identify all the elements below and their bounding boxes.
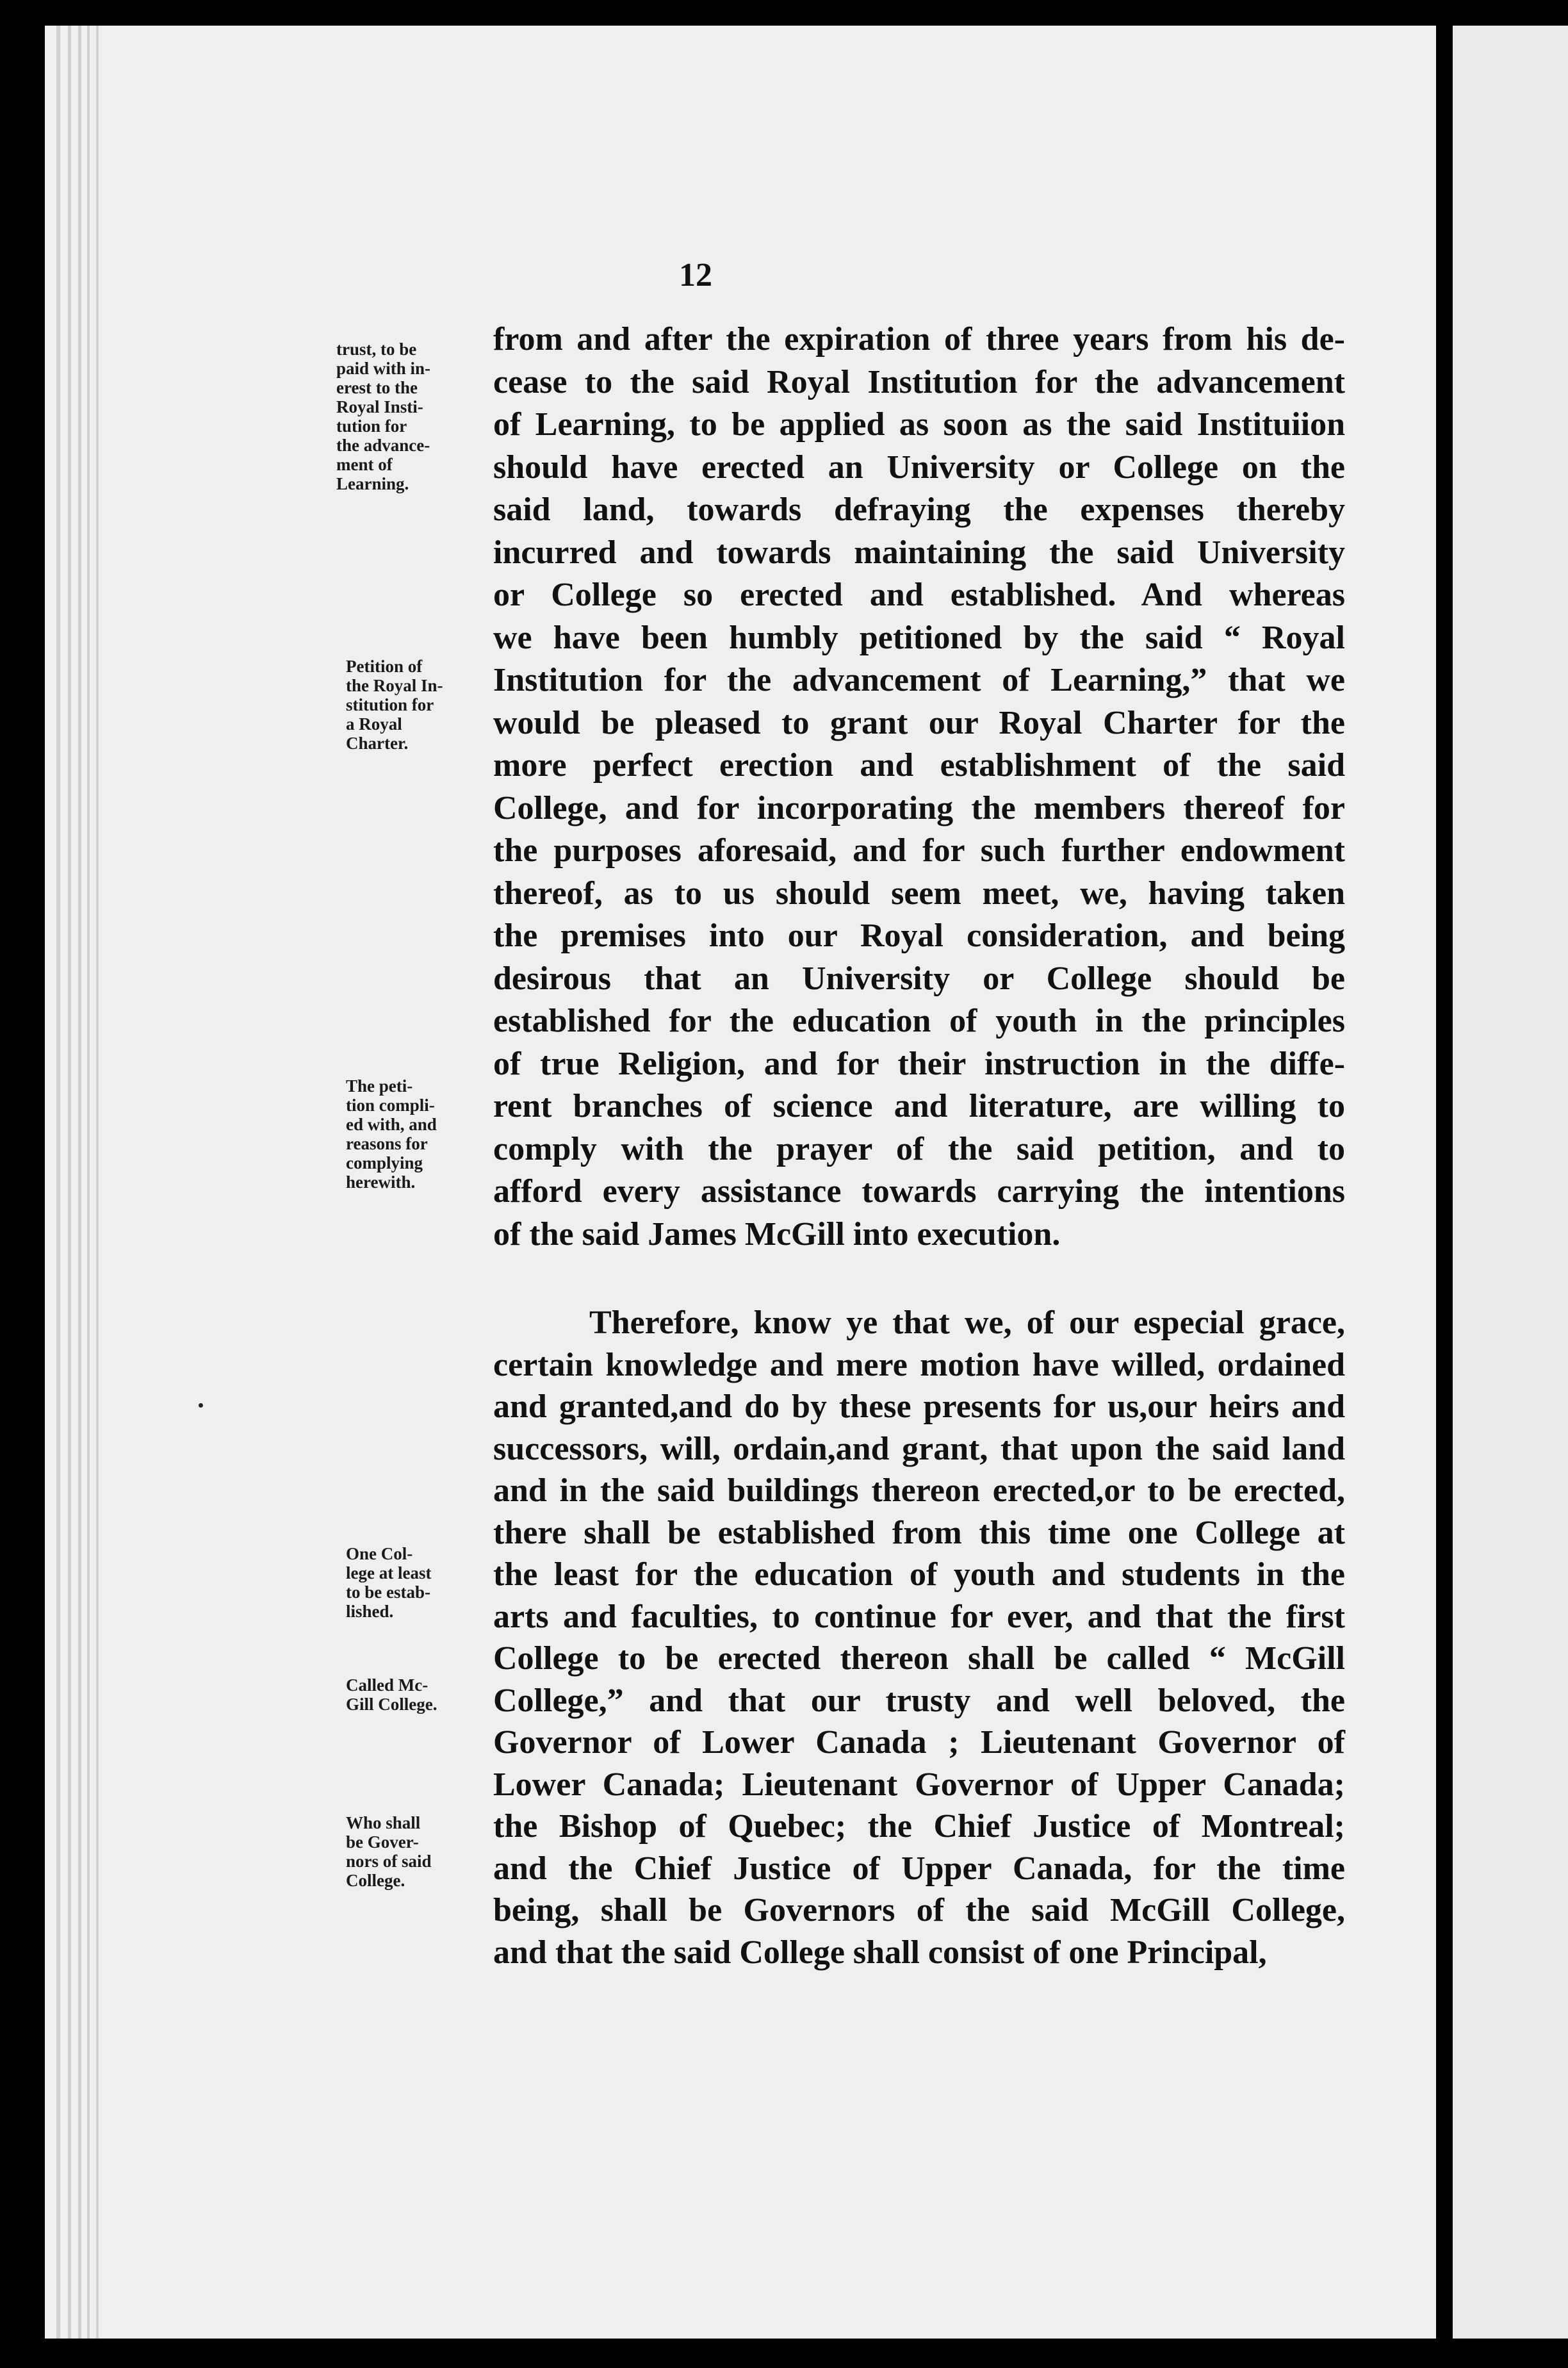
margin-note-line: Charter. (346, 734, 409, 753)
text-line: successors, will, ordain,and grant, that upon the said land (493, 1430, 1345, 1467)
margin-note-line: tion compli- (346, 1096, 435, 1115)
text-line: desirous that an University or College should be (493, 960, 1345, 997)
text-line: the Bishop of Quebec; the Chief Justice of Montreal; (493, 1808, 1345, 1845)
text-line: incurred and towards maintaining the said University (493, 534, 1345, 571)
margin-note (346, 657, 538, 753)
margin-note-line: Gill College. (346, 1695, 437, 1714)
text-line: of Learning, to be applied as soon as the said Instituiion (493, 406, 1345, 443)
margin-note-line: lished. (346, 1602, 394, 1621)
text-line: Institution for the advancement of Learning,” that we (493, 662, 1345, 698)
margin-note-line: One Col- (346, 1544, 413, 1563)
text-line: we have been humbly petitioned by the said “ Royal (493, 619, 1345, 656)
margin-note (346, 1076, 538, 1192)
margin-note-line: tution for (336, 416, 407, 436)
page-edge (78, 26, 81, 2339)
page-edge (96, 26, 99, 2339)
page-edge (56, 26, 60, 2339)
text-line: arts and faculties, to continue for ever, and that the first (493, 1598, 1345, 1635)
text-line: rent branches of science and literature, are willing to (493, 1088, 1345, 1124)
margin-note-line: The peti- (346, 1076, 413, 1096)
text-line: Lower Canada; Lieutenant Governor of Upper Canada; (493, 1766, 1345, 1803)
text-line: from and after the expiration of three years from his de- (493, 321, 1345, 358)
facing-page-edge (1453, 26, 1568, 2339)
text-line: of true Religion, and for their instruction in the diffe- (493, 1045, 1345, 1082)
text-line: Therefore, know ye that we, of our especial grace, (589, 1304, 1345, 1341)
margin-note-line: Petition of (346, 657, 423, 676)
margin-note-line: College. (346, 1871, 405, 1890)
margin-note (346, 1813, 538, 1890)
margin-note (346, 1675, 538, 1714)
margin-note-line: Called Mc- (346, 1675, 429, 1695)
text-line: more perfect erection and establishment of the said (493, 747, 1345, 784)
page-number: 12 (679, 257, 712, 293)
text-line: of the said James McGill into execution. (493, 1215, 1061, 1253)
text-line: being, shall be Governors of the said McGill College, (493, 1892, 1345, 1928)
text-line: the least for the education of youth and students in the (493, 1556, 1345, 1593)
text-line: or College so erected and established. And whereas (493, 577, 1345, 613)
margin-note-line: Royal Insti- (336, 397, 423, 416)
text-line: College to be erected thereon shall be called “ McGill (493, 1640, 1345, 1677)
margin-note (346, 1544, 538, 1621)
text-line: established for the education of youth in the principles (493, 1003, 1345, 1039)
margin-note-line: trust, to be (336, 340, 417, 359)
margin-note-line: paid with in- (336, 359, 431, 378)
book-page (45, 26, 1436, 2339)
margin-note-line: Learning. (336, 474, 409, 493)
margin-note (336, 340, 528, 493)
margin-note-line: complying (346, 1153, 423, 1172)
margin-note-line: a Royal (346, 714, 402, 734)
margin-note-line: stitution for (346, 695, 434, 714)
margin-note-line: erest to the (336, 378, 418, 397)
text-line: Governor of Lower Canada ; Lieutenant Governor of (493, 1724, 1345, 1761)
text-line: the purposes aforesaid, and for such further endowment (493, 832, 1345, 869)
ink-speck (199, 1403, 203, 1408)
text-line: there shall be established from this time one College at (493, 1514, 1345, 1551)
text-line: and in the said buildings thereon erected,or to be erected, (493, 1472, 1345, 1509)
text-line: College, and for incorporating the members thereof for (493, 789, 1345, 826)
margin-note-line: herewith. (346, 1172, 416, 1192)
margin-note-line: nors of said (346, 1852, 432, 1871)
text-line: certain knowledge and mere motion have willed, ordained (493, 1346, 1345, 1383)
text-line: and granted,and do by these presents for us,our heirs and (493, 1388, 1345, 1425)
page-edge (87, 26, 90, 2339)
margin-note-line: the Royal In- (346, 676, 443, 695)
margin-note-line: be Gover- (346, 1832, 419, 1852)
margin-note-line: to be estab- (346, 1583, 430, 1602)
text-line: said land, towards defraying the expenses thereby (493, 491, 1345, 528)
text-line: and that the said College shall consist of one Principal, (493, 1934, 1267, 1971)
text-line: should have erected an University or College on the (493, 448, 1345, 486)
text-line: thereof, as to us should seem meet, we, having taken (493, 875, 1345, 912)
margin-note-line: ment of (336, 455, 393, 474)
margin-note-line: Who shall (346, 1813, 421, 1832)
margin-note-line: the advance- (336, 436, 430, 455)
text-line: and the Chief Justice of Upper Canada, for the time (493, 1850, 1345, 1887)
text-line: comply with the prayer of the said petition, and to (493, 1130, 1345, 1167)
margin-note-line: ed with, and (346, 1115, 437, 1134)
text-line: cease to the said Royal Institution for the advancement (493, 363, 1345, 400)
page-edge (68, 26, 71, 2339)
text-line: afford every assistance towards carrying the intentions (493, 1173, 1345, 1210)
text-line: College,” and that our trusty and well beloved, the (493, 1682, 1345, 1719)
margin-note-line: lege at least (346, 1563, 432, 1583)
margin-note-line: reasons for (346, 1134, 428, 1153)
text-line: the premises into our Royal consideration, and being (493, 917, 1345, 954)
text-line: would be pleased to grant our Royal Charter for the (493, 704, 1345, 741)
